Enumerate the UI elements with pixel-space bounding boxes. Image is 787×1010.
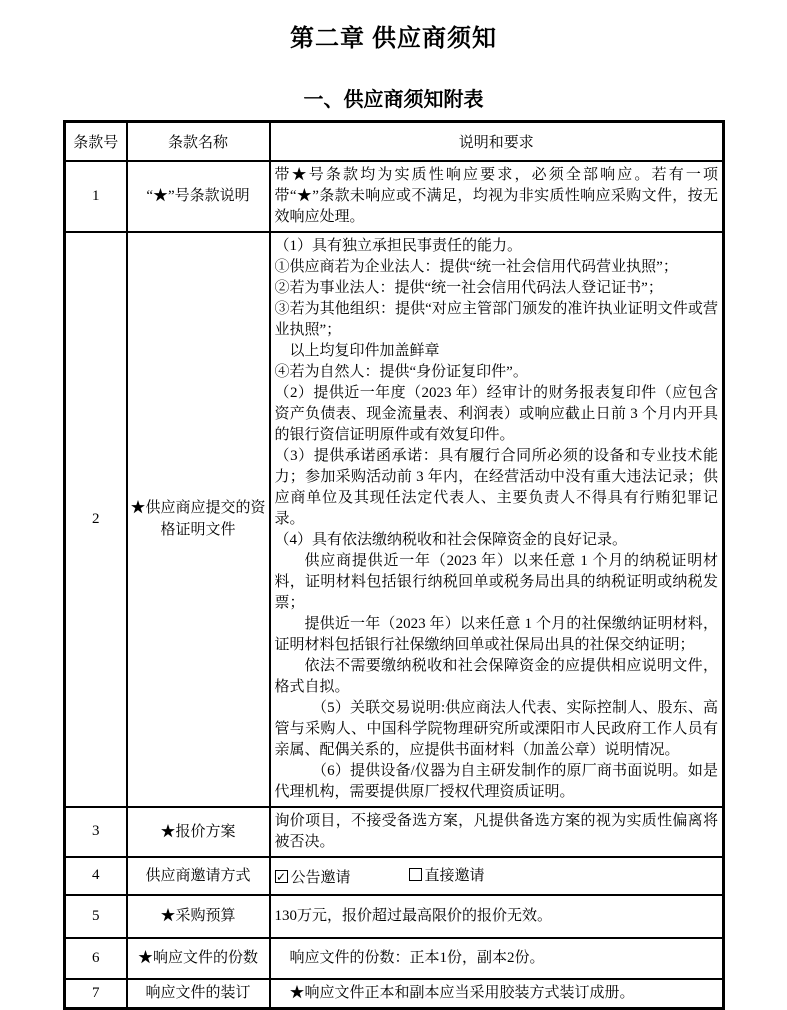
clause-name: ★供应商应提交的资格证明文件 (127, 232, 270, 807)
clause-description (270, 232, 724, 807)
section-title: 一、供应商须知附表 (303, 89, 484, 111)
clause-number: 5 (65, 895, 127, 938)
clause-description (270, 807, 724, 857)
header-clause-number: 条款号 (65, 122, 127, 161)
table-body (65, 161, 724, 1009)
clause-number: 6 (65, 938, 127, 979)
clause-paragraph: ②若为事业法人：提供“统一社会信用代码法人登记证书”； (274, 279, 663, 296)
checkbox-checked-icon: ✓ (275, 869, 287, 884)
clause-paragraph: 响应文件的份数：正本1份，副本2份。 (289, 949, 545, 966)
clause-description (270, 857, 724, 895)
checkbox-unchecked-icon (409, 868, 422, 881)
clause-name: 响应文件的装订 (127, 979, 270, 1009)
clause-name: 供应商邀请方式 (127, 857, 270, 895)
clause-paragraph: ①供应商若为企业法人：提供“统一社会信用代码营业执照”； (274, 258, 678, 275)
table-row (65, 232, 724, 807)
clause-paragraph: 以上均复印件加盖鲜章 (289, 342, 440, 359)
invite-option-unchecked (409, 864, 485, 885)
page-title: 第二章 供应商须知 (290, 26, 497, 52)
clause-number: 4 (65, 857, 127, 895)
clause-paragraph: （6）提供设备/仪器为自主研发制作的原厂商书面说明。如是代理机构，需要提供原厂授权代理资质证明。 (274, 762, 718, 800)
clause-paragraph: （5）关联交易说明:供应商法人代表、实际控制人、股东、高管与采购人、中国科学院物理研究所或溧阳市人民政府工作人员有亲属、配偶关系的，应提供书面材料（加盖公章）说明情况。 (274, 699, 718, 758)
checkbox-label: 公告邀请 (290, 870, 351, 887)
clause-paragraph: ③若为其他组织：提供“对应主管部门颁发的准许执业证明文件或营业执照”； (274, 300, 718, 338)
clause-paragraph: 带★号条款均为实质性响应要求，必须全部响应。若有一项带“★”条款未响应或不满足，均视为非实质性响应采购文件，按无效响应处理。 (274, 166, 718, 225)
header-description: 说明和要求 (270, 122, 724, 161)
clause-paragraph: 询价项目，不接受备选方案，凡提供备选方案的视为实质性偏离将被否决。 (274, 812, 718, 850)
clause-number: 2 (65, 232, 127, 807)
clause-paragraph: 130万元，报价超过最高限价的报价无效。 (274, 907, 553, 924)
clause-description (270, 161, 724, 232)
clause-name: ★采购预算 (127, 895, 270, 938)
invite-option-checked (275, 866, 351, 887)
clause-description (270, 979, 724, 1009)
clause-paragraph: 提供近一年（2023 年）以来任意 1 个月的社保缴纳证明材料，证明材料包括银行社保缴纳回单或社保局出具的社保交纳证明； (274, 615, 718, 653)
clause-paragraph: ★响应文件正本和副本应当采用胶装方式装订成册。 (289, 984, 635, 1001)
clause-paragraph: （2）提供近一年度（2023 年）经审计的财务报表复印件（应包含资产负债表、现金流量表、利润表）或响应截止日前 3 个月内开具的银行资信证明原件或有效复印件。 (274, 384, 718, 443)
header-clause-name: 条款名称 (127, 122, 270, 161)
clause-paragraph: ④若为自然人：提供“身份证复印件”。 (274, 363, 528, 380)
clause-description (270, 938, 724, 979)
clause-paragraph: 供应商提供近一年（2023 年）以来任意 1 个月的纳税证明材料，证明材料包括银行纳税回单或税务局出具的纳税证明或纳税发票； (274, 552, 718, 611)
table-row (65, 938, 724, 979)
table-row (65, 979, 724, 1009)
table-header (65, 122, 724, 161)
clause-number: 3 (65, 807, 127, 857)
clause-number: 7 (65, 979, 127, 1009)
clause-name: ★响应文件的份数 (127, 938, 270, 979)
clause-number: 1 (65, 161, 127, 232)
checkbox-label: 直接邀请 (424, 867, 485, 884)
clause-name: ★报价方案 (127, 807, 270, 857)
clause-paragraph: 依法不需要缴纳税收和社会保障资金的应提供相应说明文件，格式自拟。 (274, 657, 718, 695)
supplier-notice-table (63, 120, 725, 1010)
table-row (65, 161, 724, 232)
clause-paragraph: （4）具有依法缴纳税收和社会保障资金的良好记录。 (274, 531, 628, 548)
table-row (65, 807, 724, 857)
table-row (65, 895, 724, 938)
clause-paragraph: （1）具有独立承担民事责任的能力。 (274, 237, 523, 254)
clause-name: “★”号条款说明 (127, 161, 270, 232)
table-row (65, 857, 724, 895)
clause-description (270, 895, 724, 938)
clause-paragraph: （3）提供承诺函承诺：具有履行合同所必须的设备和专业技术能力；参加采购活动前 3 年内，在经营活动中没有重大违法记录；供应商单位及其现任法定代表人、主要负责人不得具有行贿犯罪记录。 (274, 447, 718, 527)
header-row (65, 122, 724, 161)
